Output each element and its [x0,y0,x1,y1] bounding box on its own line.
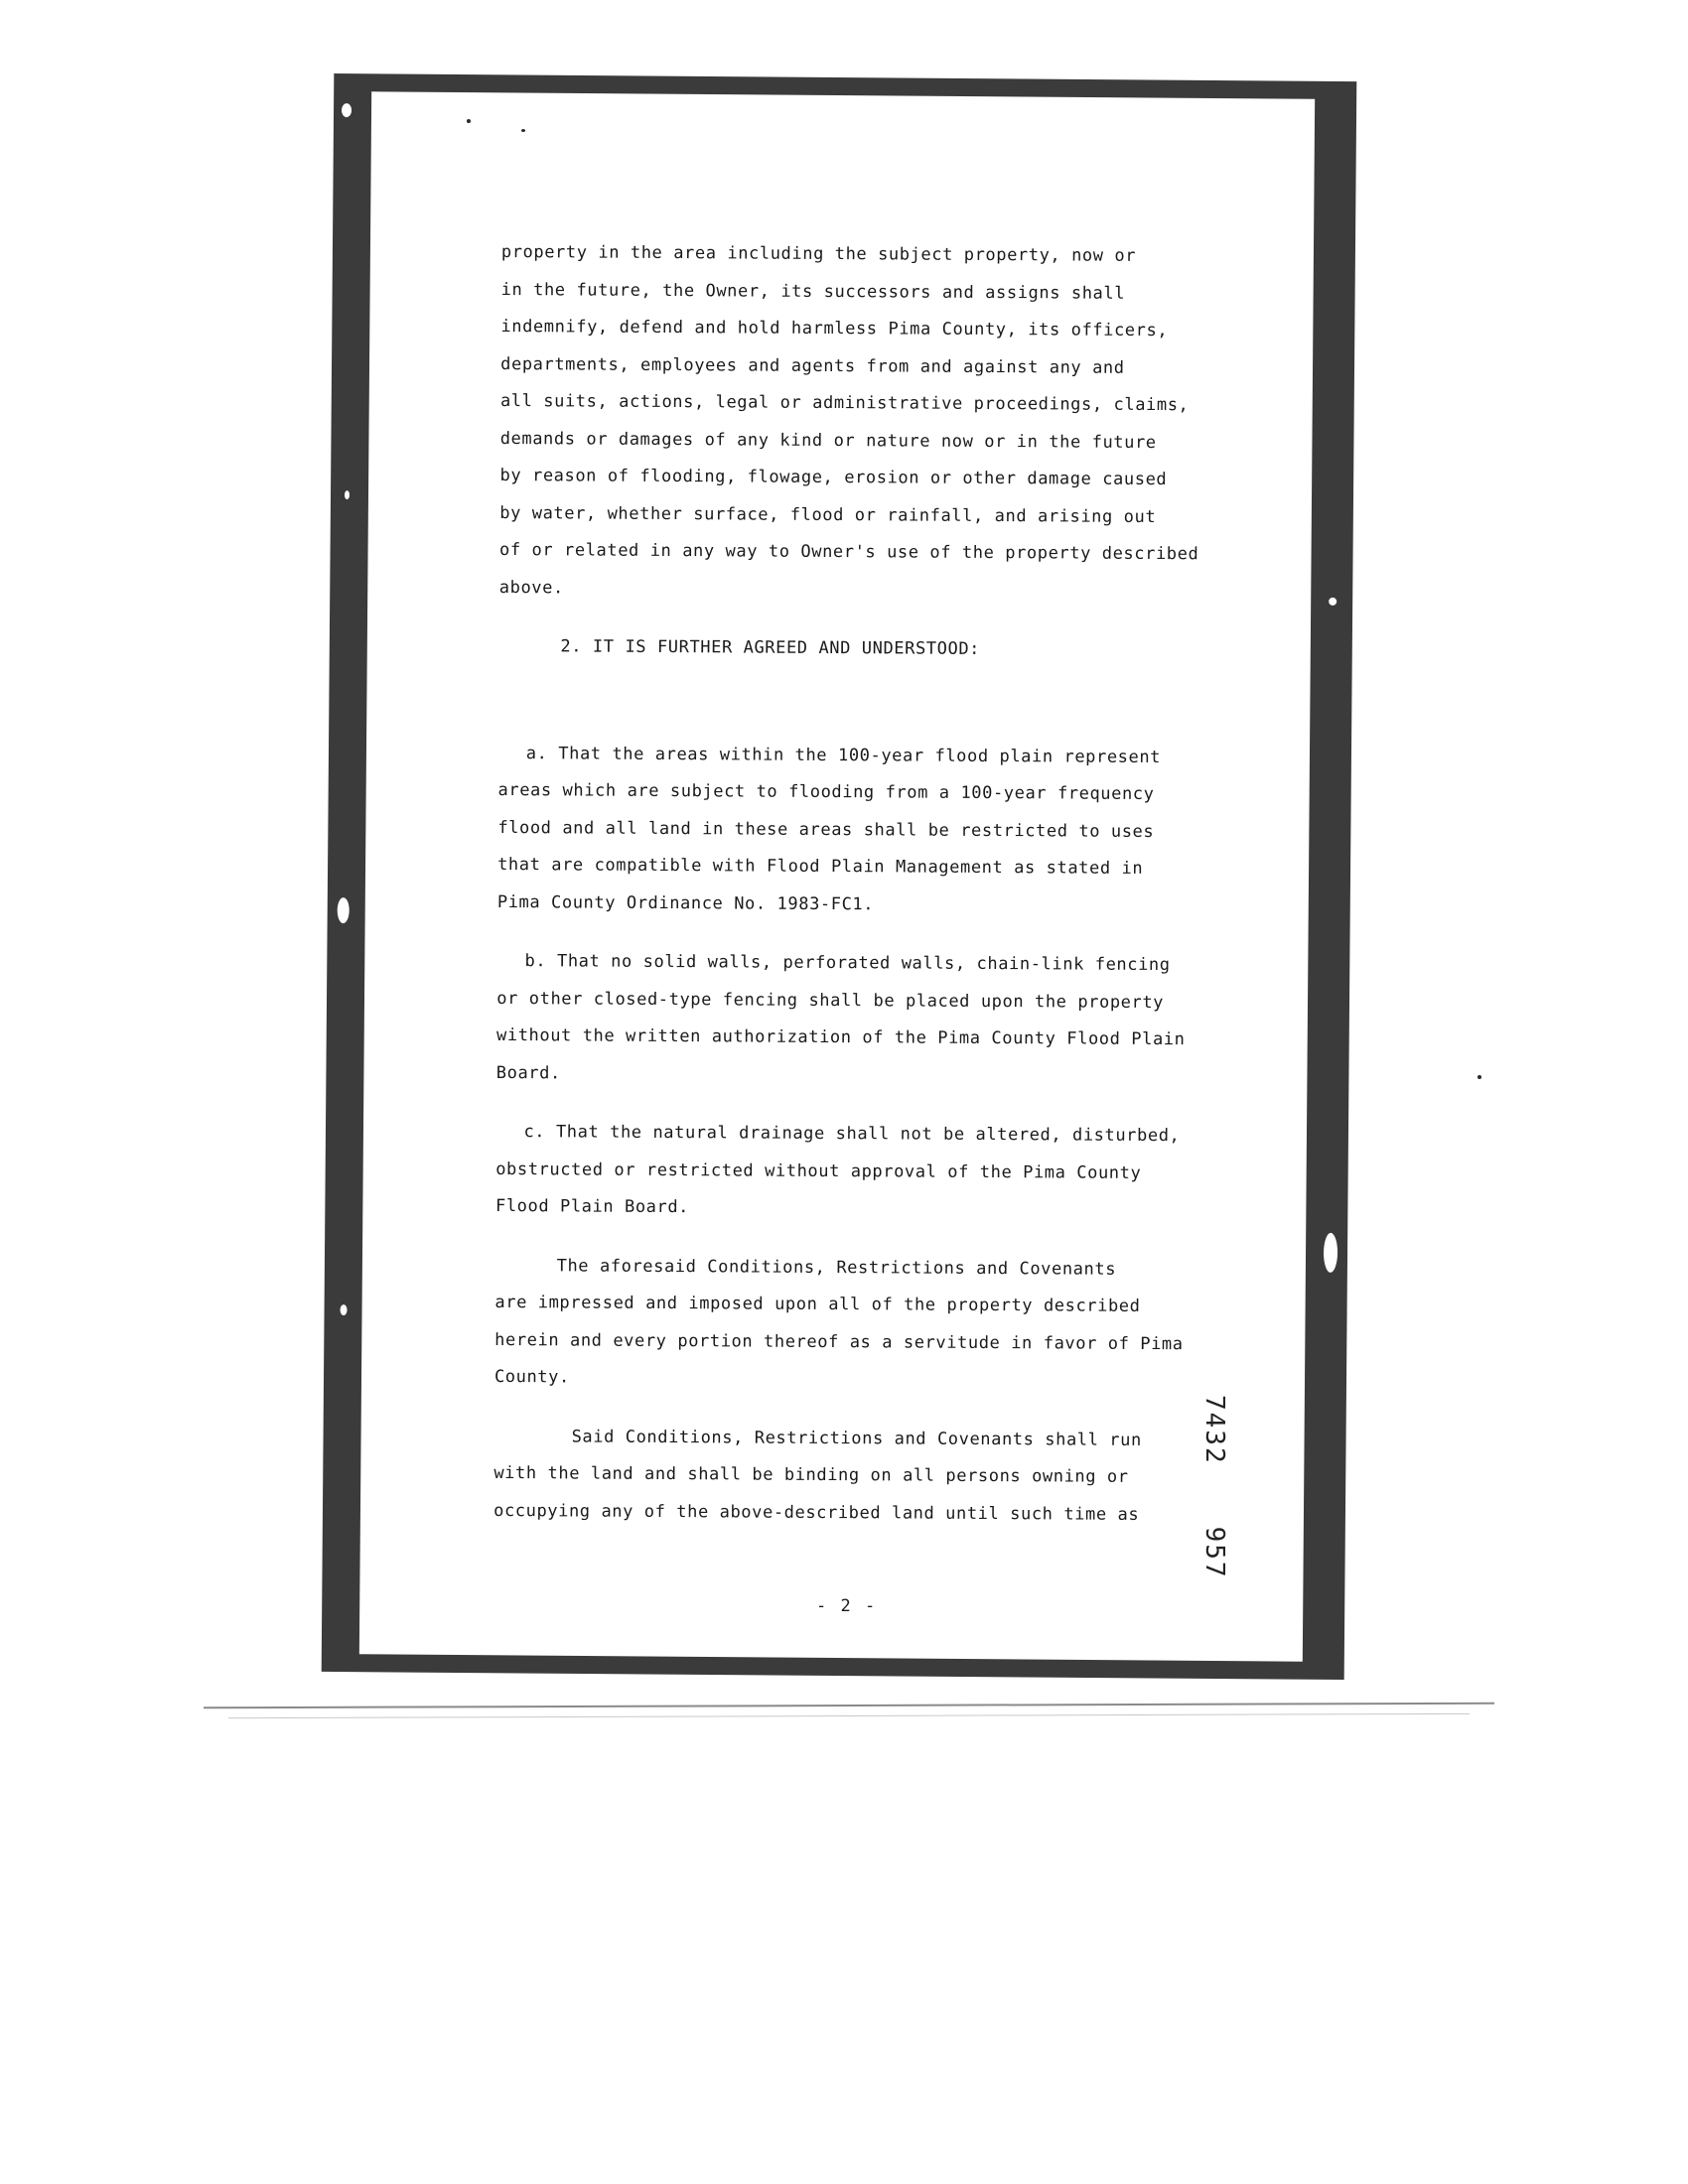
page-number: - 2 - [816,1596,878,1616]
body-line: demands or damages of any kind or nature now or in the future [499,428,1157,453]
body-line: above. [498,577,564,598]
scan-speck [341,1304,348,1315]
scan-speck [342,103,352,117]
stray-dot [521,129,525,132]
recording-page-number: 957 [1199,1526,1229,1579]
scan-edge-line [204,1703,1494,1709]
item-b-line: without the written authorization of the Pima County Flood Plain [496,1024,1186,1050]
item-b-line: b. That no solid walls, perforated walls, chain-link fencing [524,951,1171,976]
recording-book-number: 7432 [1199,1395,1229,1465]
said-line: with the land and shall be binding on all persons owning or [493,1462,1129,1487]
body-line: in the future, the Owner, its successors and assigns shall [500,279,1126,304]
item-c-line: Flood Plain Board. [494,1195,690,1218]
said-line: Said Conditions, Restrictions and Covenants shall run [571,1426,1142,1450]
item-a-line: flood and all land in these areas shall be restricted to uses [497,817,1155,842]
stray-dot [1477,1075,1481,1079]
scan-speck [338,897,350,923]
item-b-line: Board. [495,1062,561,1083]
said-line: occupying any of the above-described land until such time as [493,1500,1140,1525]
body-line: by reason of flooding, flowage, erosion or other damage caused [499,465,1168,490]
item-a-line: areas which are subject to flooding from a 100-year frequency [497,779,1155,805]
body-line: of or related in any way to Owner's use of the property described [498,539,1199,565]
body-line: by water, whether surface, flood or rainfall, and arising out [499,502,1157,527]
scan-speck [1329,598,1336,606]
body-line: property in the area including the subject property, now or [500,241,1137,266]
item-a-line: that are compatible with Flood Plain Management as stated in [497,854,1144,879]
scan-speck [345,490,350,499]
body-line: indemnify, defend and hold harmless Pima County, its officers, [500,316,1169,341]
item-b-line: or other closed-type fencing shall be placed upon the property [496,988,1165,1013]
aforesaid-line: The aforesaid Conditions, Restrictions and Covenants [556,1255,1117,1280]
body-line: all suits, actions, legal or administrative proceedings, claims, [499,390,1190,416]
recording-stamp [1199,1395,1229,1579]
aforesaid-line: are impressed and imposed upon all of the property described [494,1292,1141,1316]
stray-dot [467,119,471,123]
scan-speck [1324,1233,1337,1273]
item-c-line: c. That the natural drainage shall not be altered, disturbed, [523,1122,1181,1147]
aforesaid-line: herein and every portion thereof as a servitude in favor of Pima [494,1329,1184,1354]
document-body [493,234,1236,1534]
body-line: departments, employees and agents from and against any and [500,353,1125,378]
scan-edge-line [228,1713,1470,1718]
aforesaid-line: County. [493,1366,570,1388]
item-a-line: Pima County Ordinance No. 1983-FC1. [496,891,875,914]
item-c-line: obstructed or restricted without approval of the Pima County [495,1159,1142,1183]
item-a-line: a. That the areas within the 100-year flood plain represent [525,743,1162,767]
section-heading: 2. IT IS FURTHER AGREED AND UNDERSTOOD: [560,636,981,659]
